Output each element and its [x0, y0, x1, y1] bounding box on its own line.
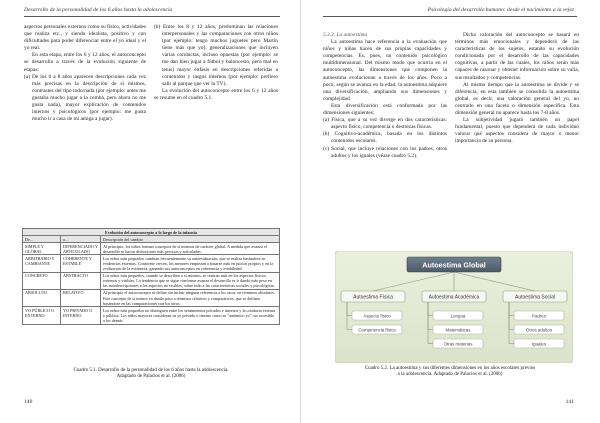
table-row [23, 307, 280, 324]
paragraph: aspectos personales externos como su físico, actividades que realiza etc., y siendo idealista, positivo y con dificultades para poder diferenciar entre el yo ideal y el yo real. [24, 24, 146, 52]
right-page-number: 141 [565, 399, 574, 405]
right-column-a [323, 32, 447, 160]
autoconcepto-table [22, 228, 280, 325]
left-column-a [24, 24, 146, 123]
caption-line: a la adolescencia. Adaptado de Palacios et al. (2006) [397, 372, 503, 378]
list-item: (a) Física, que a su vez diverge en dos características: aspecto físico, competencia o destrezas físicas. [323, 117, 447, 131]
left-column-b [154, 24, 278, 102]
left-page-number: 140 [24, 399, 33, 405]
caption-line: Cuadro 5.2. La autoestima y sus diferentes dimensiones en los años escolares previos [364, 366, 536, 371]
paragraph: En esta etapa, entre los 6 y 12 años, el autoconcepto se desarrolla a través de la evolución siguiente de etapas: [24, 52, 146, 73]
table-cell: RELATIVO [61, 289, 101, 306]
caption-line: Adaptado de Palacios et al. (2006) [116, 374, 186, 380]
caption-line: Cuadro 5.1. Desarrollo de la personalidad de los 6 años hasta la adolescencia. [73, 368, 229, 373]
diagram-leaf-label: Iguales [531, 341, 547, 347]
table-row [23, 272, 280, 289]
table-cell: CONCRETO [23, 272, 61, 289]
left-caption [22, 368, 280, 381]
right-running-header: Psicología del desarrollo humano: desde el nacimiento a la vejez [427, 7, 574, 13]
table-cell: SIMPLE Y GLOBAL [23, 243, 61, 255]
table-header: Descripción del cambio [101, 236, 280, 243]
table-header: a... [61, 236, 101, 243]
table-row [23, 255, 280, 272]
table-cell: Los niños más pequeños no distinguen entre los sentimientos privados e internos y la conducta externa y pública. Los niños mayores consideran su yo privado o interno como su "auténtico yo", no accesible a los demás. [101, 307, 280, 324]
table-header-row [23, 236, 280, 243]
diagram-root-label: Autoestima Global [422, 260, 486, 270]
right-header-rule [323, 16, 577, 17]
diagram-leaf-label: Competencia física [358, 327, 396, 333]
paragraph: La evolución del autoconcepto entre los 6 y 12 años se resume en el cuadro 5.1. [154, 87, 278, 101]
table-cell: ARBITRARIO Y CAMBIANTE [23, 255, 61, 272]
paragraph: La autoestima hace referencia a la evaluación que niños y niñas hacen de sus propias capacidades y competencias. Es, pues, un contenido psicológico multidimensional. Del mismo modo que ocurría en el autoconcepto, las dimensiones que componen la autoestima evolucionan a través de los años. Poco a poco, según se avanza en la edad, la autoestima adquiere una diversificación, ampliando sus dimensiones y complejidad. [323, 39, 447, 102]
autoestima-concept-map [335, 251, 573, 363]
list-item: (a) De los 6 a 8 años aparecen descripciones cada vez más precisas en la descripción de sí mismos, contrastes del tipo todo/nada (por ejemplo: antes me gustaba mucho jugar a la comba, pero ahora no me gusta nada), mayor explicación de contenidos internos y psicológicos (por ejemplo: me gusta mucho ir a casa de mi amiga a jugar). [24, 73, 146, 123]
table-cell: Los niños más pequeños cambian frecuentemente su autoevaluación, que se realiza basándose en evidencias externas. Conforme crecen, los menores empiezan a basarse más en juicios propios y en la evaluación de la evidencia, ganando sus autoconceptos en coherencia y estabilidad. [101, 255, 280, 272]
table-cell: ABSTRACTO [61, 272, 101, 289]
diagram-leaf-label: Lengua [450, 313, 466, 319]
diagram-leaf-label: Matemáticas [445, 327, 471, 333]
table-cell: COHERENTE Y ESTABLE [61, 255, 101, 272]
table-cell: Al principio, los niños forman conceptos de sí mismos de carácter global. A medida que avanza el desarrollo se hacen distinciones más precisas y articuladas. [101, 243, 280, 255]
table-header: De... [23, 236, 61, 243]
table-cell: YO PRIVADO O INTERNO [61, 307, 101, 324]
table-cell: Al principio el autoconcepto se define sin incluir ninguna referencia a los otros, en términos absolutos. Este concepto de sí mismo va dando paso a términos relativos y comparativos, que se definen basándose en las comparaciones con los otros. [101, 289, 280, 306]
section-heading: 5.3.3. La autoestima [323, 32, 368, 38]
paragraph: Al mismo tiempo que la autoestima se divide y se diferencia, en esta también se consolida la autoestima global, es decir, una valoración general del yo, no centrado en una faceta o dimensión específica. Esta dimensión general no aparece hasta los 7-8 años. [455, 81, 579, 117]
right-column-b [455, 32, 579, 146]
table-title: Evolución del autoconcepto a lo largo de la infancia [23, 229, 280, 236]
left-running-header: Desarrollo de la personalidad de los 6 años hasta la adolescencia [24, 7, 173, 13]
diagram-leaf-label: Otros adultos [525, 327, 553, 333]
table-cell: YO PÚBLICO O EXTERNO [23, 307, 61, 324]
list-item: (c) Social, que incluye relaciones con los padres, otros adultos y los iguales (véase cuadro 5.2). [323, 145, 447, 159]
paragraph: La subjetividad jugará también un papel fundamental, puesto que dependerá de cada individuo valorar qué aspectos considera de mayor o menor importancia de su persona. [455, 117, 579, 145]
diagram-leaf-label: Aspecto físico [363, 313, 391, 319]
table-cell: ABSOLUTO [23, 289, 61, 306]
diagram-child-label: Autoestima Física [353, 294, 393, 301]
list-item: (b) Entre los 8 y 12 años, predominan las relaciones interpersonales y las comparaciones con otros niños (por ejemplo: tengo muchos juguetes pero Martín tiene más que yo), generalizaciones que incluyen varias conductas, incluso opuestas (por ejemplo: se me dan bien jugar a fútbol y baloncesto, pero mal en tenis) mayor énfasis en descripciones referidas a contenidos y rasgos internos (por ejemplo: prefiero salir al parque que ver la TV). [154, 24, 278, 87]
left-header-rule [24, 16, 280, 17]
list-item: (b) Cognitivo-académica, basada en los distintos contenidos escolares. [323, 131, 447, 145]
diagram-child-label: Autoestima Social [514, 294, 556, 301]
table-cell: Los niños más pequeños, cuando se describen a sí mismos, se centran más en los aspectos físicos, externos y visibles. La tendencia que se sigue conforme avanza el desarrollo es ir dando más peso en las autodescripciones a los aspectos no visibles, sobre todo a las características sociales y psicológicas. [101, 272, 280, 289]
diagram-leaf-label: Otras materias [443, 341, 473, 347]
paragraph: Esta diversificación está conformada por las dimensiones siguientes: [323, 102, 447, 117]
right-caption [323, 366, 577, 379]
table-row [23, 243, 280, 255]
table-cell: DIFERENCIADO Y ARTICULADO [61, 243, 101, 255]
diagram-child-label: Autoestima Académica [428, 294, 480, 301]
diagram-leaf-label: Padres [532, 313, 546, 319]
table-row [23, 289, 280, 306]
paragraph: Dicha valoración del autoconcepto se basará en términos más emocionales y dependerá de las características de los sujetos, estando su evolución condicionada por el desarrollo de las capacidades cognitivas, a partir de las cuales, los niños serán más capaces de razonar y obtener información sobre su valía, sus resultados y competencias. [455, 32, 579, 81]
